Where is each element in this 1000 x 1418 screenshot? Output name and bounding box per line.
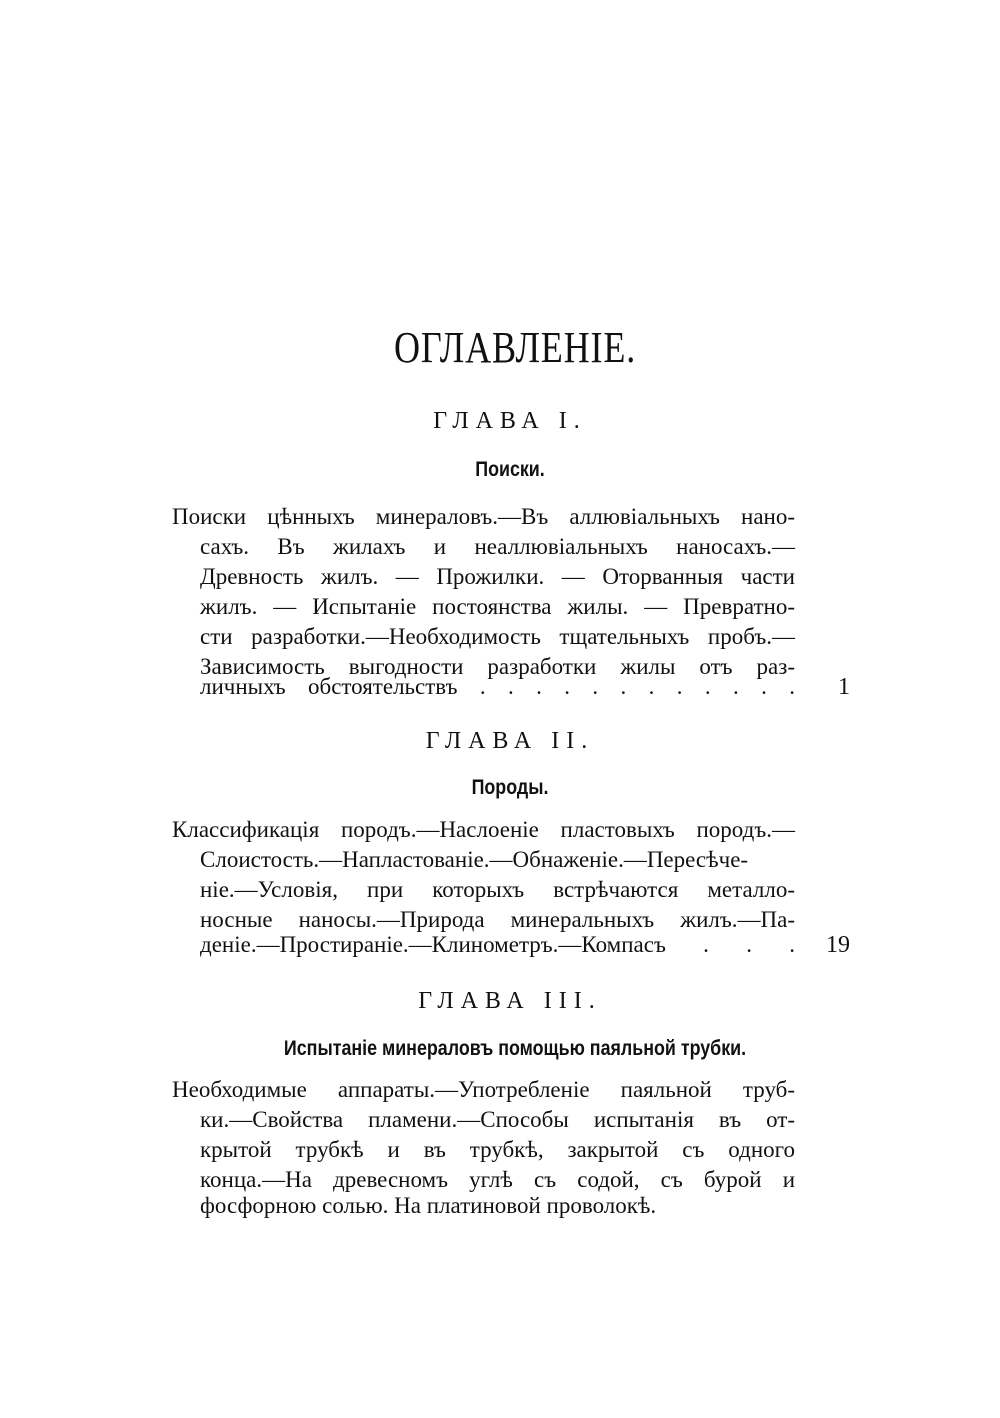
toc-line: сахъ. Въ жилахъ и неаллювіальныхъ наносахъ.— <box>200 534 795 559</box>
page-number: 1 <box>838 674 850 700</box>
toc-line: личныхъ обстоятельствъ . . . . . . . . . . . . <box>200 674 795 699</box>
toc-line: Древность жилъ. — Прожилки. — Оторванныя части <box>200 564 795 589</box>
toc-line: жилъ. — Испытаніе постоянства жилы. — Превратно- <box>200 594 795 619</box>
toc-line: носные наносы.—Природа минеральныхъ жилъ.—Па- <box>200 907 795 932</box>
page-title: ОГЛАВЛЕНІЕ. <box>393 323 637 372</box>
chapter-1-subtitle: Поиски. <box>475 458 545 481</box>
toc-line: Необходимые аппараты.—Употребленіе паяльной труб- <box>172 1077 795 1102</box>
toc-line: конца.—На древесномъ углѣ съ содой, съ бурой и <box>200 1167 795 1192</box>
toc-line: фосфорною солью. На платиновой проволокѣ. <box>200 1193 657 1218</box>
toc-line: ки.—Свойства пламени.—Способы испытанія въ от- <box>200 1107 795 1132</box>
toc-line: Классификація породъ.—Наслоеніе пластовыхъ породъ.— <box>172 817 795 842</box>
toc-line: деніе.—Простираніе.—Клинометръ.—Компасъ . . . <box>200 932 795 957</box>
chapter-2-heading: ГЛАВА II. <box>425 728 595 754</box>
toc-line: сти разработки.—Необходимость тщательныхъ пробъ.— <box>200 624 795 649</box>
chapter-3-heading: ГЛАВА III. <box>418 988 602 1014</box>
toc-line: Поиски цѣнныхъ минераловъ.—Въ аллювіальныхъ нано- <box>172 504 795 529</box>
toc-line: Зависимость выгодности разработки жилы отъ раз- <box>200 654 795 679</box>
chapter-3-subtitle: Испытаніе минераловъ помощью паяльной трубки. <box>283 1037 747 1060</box>
chapter-2-subtitle: Породы. <box>471 776 549 799</box>
toc-line: крытой трубкѣ и въ трубкѣ, закрытой съ одного <box>200 1137 795 1162</box>
toc-line: Слоистость.—Напластованіе.—Обнаженіе.—Пересѣче- <box>200 847 749 872</box>
page-number: 19 <box>826 932 850 958</box>
toc-line: ніе.—Условія, при которыхъ встрѣчаются металло- <box>200 877 795 902</box>
chapter-1-heading: ГЛАВА I. <box>433 408 587 434</box>
